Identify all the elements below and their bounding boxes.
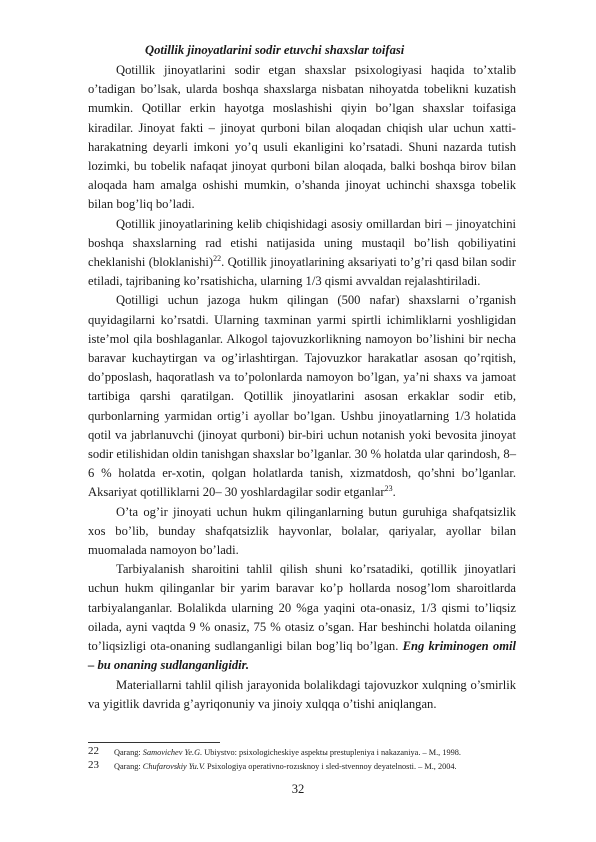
footnote-prefix: Qarang: [114,748,143,757]
footnote-ref[interactable]: 23 [384,484,393,494]
paragraph-text: Qotilligi uchun jazoga hukm qilingan (500 nafar) shaxslarni o’rganish quyidagilarni ko’rsatdi. Ularning taxminan yarmi spirtli ichimliklarni yoshligidan iste’mol qila boshlaganlar. Alkogol tajovuzkorlikning namoyon bo’lishini bir necha baravar kuchaytirgan va og’irlashtirgan. Tajovuzkor harakatlar asosan qo’rqitish, do’pposlash, haqoratlash va to’polonlarda namoyon bo’lgan, ya’ni shaxs va jamoat tartibiga qarshi qaratilgan. Qotillik jinoyatlarini asosan erkaklar sodir etib, qurbonlarning yarmidan ortig’i ayollar bo’lgan. Ushbu jinoyatlarning 1/3 holatida qotil va jabrlanuvchi (jinoyat qurboni) bir-biri uchun notanish yoki bevosita jinoyat sodir etilishidan oldin tanishgan shaxslar bo’lganlar. 30 % holatda ular qarindosh, 8–6 % holatda er-xotin, qolgan holatlarda tanish, xizmatdosh, qo’shni bo’lganlar. Aksariyat qotilliklarni 20– 30 yoshlardagilar sodir etganlar [88,293,516,500]
paragraph: O’ta og’ir jinoyati uchun hukm qilinganlarning butun guruhiga shafqatsizlik xos bo’lib, bunday shafqatsizlik hayvonlar, bolalar, qariyalar, ayollar bilan muomalada namoyon bo’ladi. [88,504,516,558]
body-text [88,61,516,714]
paragraph [88,560,516,675]
paragraph: Qotillik jinoyatlarini sodir etgan shaxslar psixologiyasi haqida to’xtalib o’tadigan bo’lsak, ularda boshqa shaxslarga nisbatan nihoyatda tobelikni kuzatish mumkin. Qotillar erkin hayotga moslashishi qiyin bo’lgan shaxslar toifasiga kiradilar. Jinoyat fakti – jinoyat qurboni bilan aloqadan chiqish ular uchun xatti-harakatning deyarli imkoni yo’q usuli ekanligini ko’rsatadi. Shuni nazarda tutish lozimki, bu tobelik nafaqat jinoyat qurboni bilan aloqada, balki boshqa birov bilan aloqada ham amalga oshishi mumkin, o’shanda jinoyat uchinchi shaxsga tobelik bilan bog’liq bo’ladi. [88,63,516,212]
paragraph-text: Qotillik jinoyatlarining kelib chiqishidagi asosiy omillardan biri – jinoyatchini boshqa shaxslarning rad etishi natijasida uning mustaqil bo’lish qobiliyatini cheklanishi (bloklanishi) [88,216,516,270]
footnote-author: Samovichev Ye.G. [142,748,203,757]
footnote [88,759,538,773]
page-number: 32 [291,782,305,796]
section-title: Qotillik jinoyatlarini sodir etuvchi shaxslar toifasi [145,43,405,57]
paragraph-text: Tarbiyalanish sharoitini tahlil qilish shuni ko’rsatadiki, qotillik jinoyatlari uchun hukm qilinganlar bir yarim baravar ko’p hollarda nosog’lom sharoitlarda tarbiyalanganlar. Bolalikda ularning 20 %ga yaqini ota-onasiz, 1/3 qismi to’liqsiz oilada, ayni vaqtda 9 % onasiz, 75 % otasiz o’sgan. Har beshinchi holatda oilaning to’liqsizligi ota-onaning sudlanganligi bilan bog’liq bo’lgan [88,562,516,654]
footnote-ref[interactable]: 22 [213,253,222,263]
paragraph-text: . [392,485,396,500]
footnote-number: 22 [88,745,99,757]
paragraph [88,291,516,502]
footnotes [88,745,538,773]
paragraph-text: . [395,639,403,654]
emphasized-sentence: Eng kriminogen omil – bu onaning sudlanganligidir. [88,639,516,673]
footnote-text [114,759,457,773]
footnote-number: 23 [88,759,99,771]
footnote-citation: Ubiystvo: psixologicheskiye aspektы prestupleniya i nakazaniya. – M., 1998. [202,748,461,757]
footnote-divider [88,742,220,743]
footnote [88,745,538,759]
footnote-citation: Psixologiya operativno-rozısknoy i sled-stvennoy deyatelnosti. – M., 2004. [204,762,457,771]
footnote-prefix: Qarang: [114,762,143,771]
paragraph-text: . Qotillik jinoyatlarining aksariyati to’g’ri qasd bilan sodir etiladi, tajribaning ko’rsatishicha, ularning 1/3 qismi avvaldan rejalashtiriladi. [88,255,516,289]
paragraph [88,215,516,292]
footnote-text [114,745,461,759]
paragraph: Materiallarni tahlil qilish jarayonida bolalikdagi tajovuzkor xulqning o’smirlik va yigitlik davrida g’ayriqonuniy va jinoiy xulqqa o’tishi aniqlangan. [88,677,516,711]
footnote-author: Chufarovskiy Yu.V. [142,762,205,771]
